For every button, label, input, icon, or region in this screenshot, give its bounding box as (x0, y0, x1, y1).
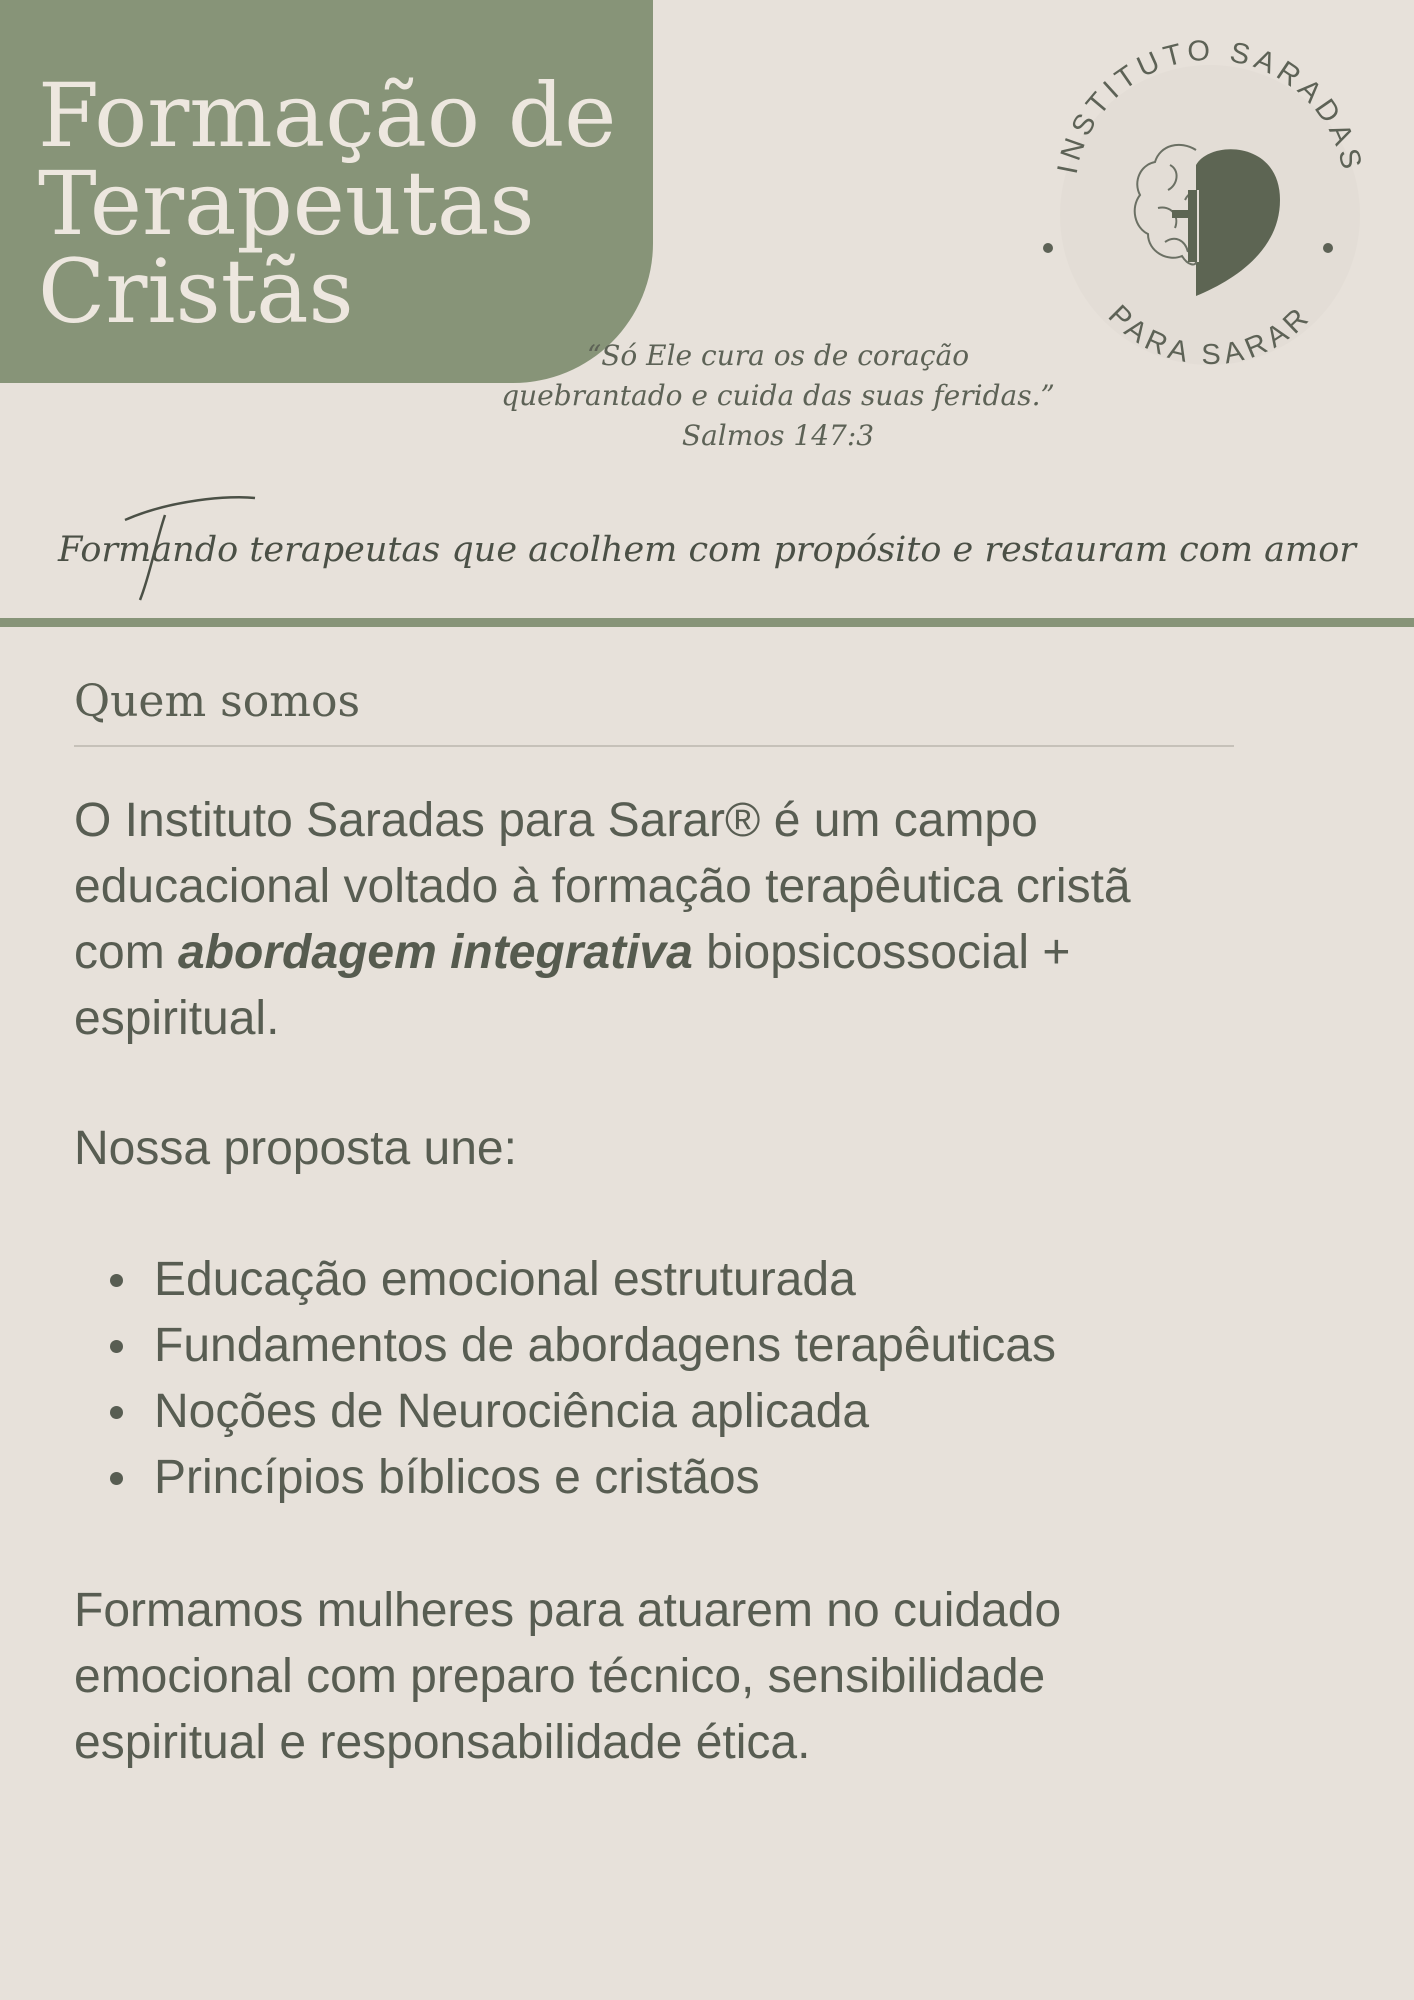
logo-dot-left (1043, 243, 1053, 253)
closing-line-3: espiritual e responsabilidade ética. (74, 1716, 811, 1769)
quote-reference: Salmos 147:3 (681, 419, 875, 452)
title-line-1: Formação de (38, 64, 617, 167)
bullet-icon (110, 1274, 123, 1287)
list-item-text: Noções de Neurociência aplicada (154, 1385, 870, 1438)
list-item-text: Fundamentos de abordagens terapêuticas (154, 1319, 1056, 1372)
intro-line-2: educacional voltado à formação terapêutica cristã (74, 860, 1131, 913)
list-item (74, 1247, 1056, 1313)
closing-line-1: Formamos mulheres para atuarem no cuidado (74, 1584, 1062, 1637)
heading-underline (74, 745, 1234, 747)
intro-line-1: O Instituto Saradas para Sarar® é um campo (74, 794, 1038, 847)
list-item (74, 1379, 1056, 1445)
title-banner (0, 0, 653, 383)
scripture-quote (500, 336, 1056, 456)
quote-line-1: “Só Ele cura os de coração (586, 339, 970, 372)
quote-line-2: quebrantado e cuida das suas feridas.” (501, 379, 1055, 412)
section-divider (0, 618, 1414, 627)
proposal-intro (74, 1116, 1364, 1182)
list-item-text: Educação emocional estruturada (154, 1253, 856, 1306)
list-item (74, 1445, 1056, 1511)
intro-line-3 (74, 920, 1364, 986)
logo-bottom-text: PARA SARAR (1101, 299, 1319, 372)
emphasis-text: abordagem integrativa (178, 926, 693, 979)
logo-top-text: INSTITUTO SARADAS (1051, 34, 1369, 177)
institute-logo (1030, 30, 1390, 390)
list-item-text: Princípios bíblicos e cristãos (154, 1451, 760, 1504)
list-item (74, 1313, 1056, 1379)
tagline: Formando terapeutas que acolhem com propósito e restauram com amor (57, 530, 1357, 570)
closing-paragraph (74, 1578, 1364, 1776)
bullet-icon (110, 1406, 123, 1419)
proposal-intro-text: Nossa proposta une: (74, 1122, 517, 1175)
bullet-icon (110, 1472, 123, 1485)
logo-dot-right (1323, 243, 1333, 253)
closing-line-2: emocional com preparo técnico, sensibilidade (74, 1650, 1046, 1703)
intro-line-4: espiritual. (74, 992, 280, 1045)
title-line-2: Terapeutas (38, 152, 535, 255)
section-heading: Quem somos (74, 676, 361, 727)
intro-paragraph (74, 788, 1364, 1052)
proposal-list (74, 1247, 1056, 1511)
title-line-3: Cristãs (38, 240, 354, 343)
intro-text: com (74, 926, 179, 979)
intro-text: biopsicossocial + (692, 926, 1071, 979)
bullet-icon (110, 1340, 123, 1353)
